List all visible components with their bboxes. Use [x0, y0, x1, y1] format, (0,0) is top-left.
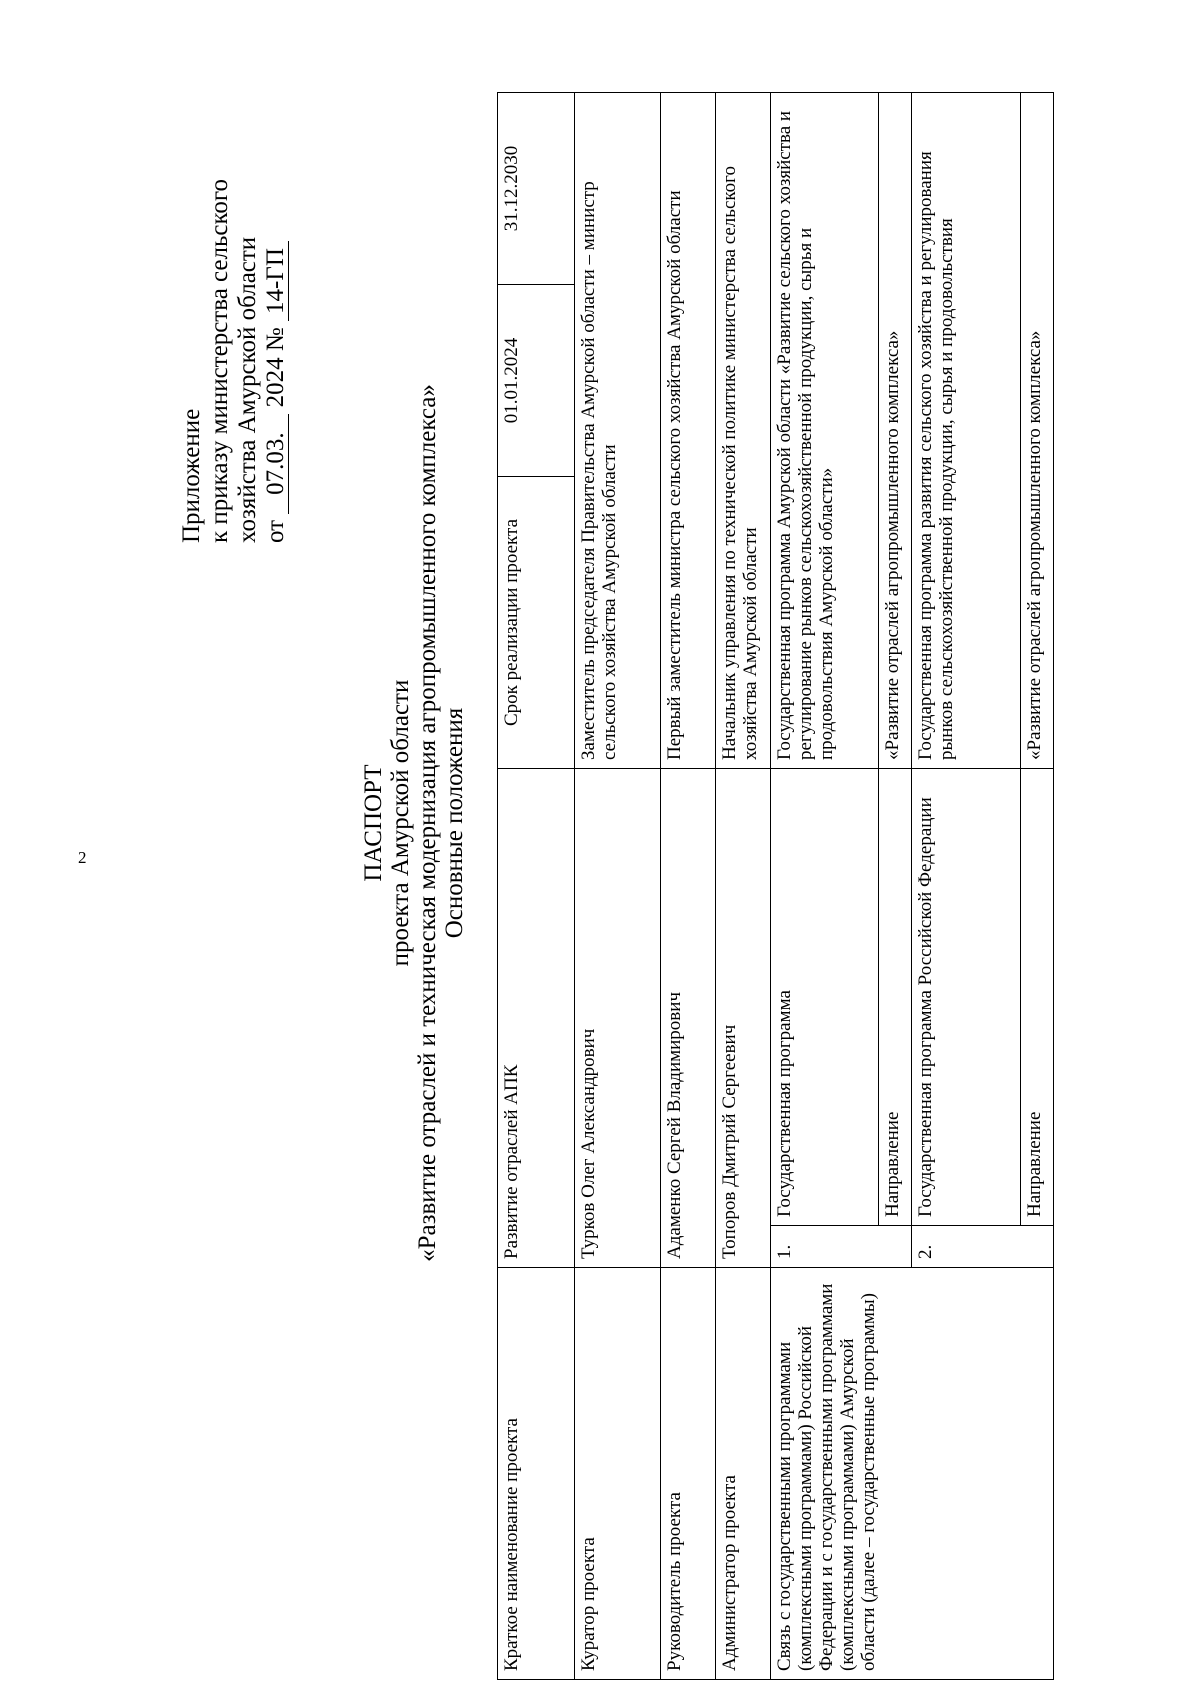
appendix-order-line: к приказу министерства сельского	[206, 178, 233, 543]
admin-name: Топоров Дмитрий Сергеевич	[716, 769, 771, 1268]
document-title-block	[360, 323, 468, 1323]
order-number: 14-ГП	[264, 241, 289, 321]
table-row-short-name	[498, 93, 575, 1680]
curator-label: Куратор проекта	[575, 1268, 661, 1680]
program-2-number: 2.	[912, 1226, 1054, 1268]
program-1-number: 1.	[771, 1226, 912, 1268]
curator-name: Турков Олег Александрович	[575, 769, 661, 1268]
program-1-value: Государственная программа Амурской области «Развитие сельского хозяйства и регулирование рынков сельскохозяйственной продукции, сырья и продовольствия Амурской области»	[771, 93, 879, 769]
admin-position: Начальник управления по технической политике министерства сельского хозяйства Амурской области	[716, 93, 771, 769]
number-sign: №	[262, 327, 289, 352]
table-row-admin	[716, 93, 771, 1680]
appendix-block	[178, 178, 290, 543]
links-label: Связь с государственными программами (комплексными программами) Российской Федерации и с государственными программами (комплексными программами) Амурской области (далее – государственные программы)	[771, 1268, 1054, 1680]
direction-1-value: «Развитие отраслей агропромышленного комплекса»	[879, 93, 912, 769]
term-end: 31.12.2030	[498, 93, 575, 285]
from-label: от	[262, 519, 289, 543]
project-region-line: проекта Амурской области	[387, 679, 414, 967]
head-label: Руководитель проекта	[661, 1268, 716, 1680]
table-row-head	[661, 93, 716, 1680]
direction-2-label: Направление	[1021, 769, 1054, 1226]
order-year: 2024	[262, 357, 289, 408]
order-date: 07.03.	[264, 414, 289, 514]
direction-1-label: Направление	[879, 769, 912, 1226]
table-row-curator	[575, 93, 661, 1680]
term-start: 01.01.2024	[498, 285, 575, 477]
table-row-program-1	[771, 93, 879, 1680]
appendix-title: Приложение	[178, 408, 205, 543]
program-2-value: Государственная программа развития сельского хозяйства и регулирования рынков сельскохозяйственной продукции, сырья и продовольствия	[912, 93, 1021, 769]
passport-table	[497, 92, 1054, 1680]
term-label: Срок реализации проекта	[498, 477, 575, 769]
short-name-value: Развитие отраслей АПК	[498, 769, 575, 1268]
direction-2-value: «Развитие отраслей агропромышленного комплекса»	[1021, 93, 1054, 769]
program-1-label: Государственная программа	[771, 769, 879, 1226]
curator-position: Заместитель председателя Правительства Амурской области – министр сельского хозяйства Амурской области	[575, 93, 661, 769]
program-2-label: Государственная программа Российской Федерации	[912, 769, 1021, 1226]
page-number: 2	[78, 848, 87, 867]
appendix-date-line	[262, 183, 290, 543]
head-position: Первый заместитель министра сельского хозяйства Амурской области	[661, 93, 716, 769]
appendix-ministry-line: хозяйства Амурской области	[234, 236, 261, 543]
short-name-label: Краткое наименование проекта	[498, 1268, 575, 1680]
passport-heading: ПАСПОРТ	[360, 764, 387, 882]
section-heading: Основные положения	[441, 707, 468, 939]
project-name-line: «Развитие отраслей и техническая модернизация агропромышленного комплекса»	[414, 384, 441, 1262]
head-name: Адаменко Сергей Владимирович	[661, 769, 716, 1268]
admin-label: Администратор проекта	[716, 1268, 771, 1680]
